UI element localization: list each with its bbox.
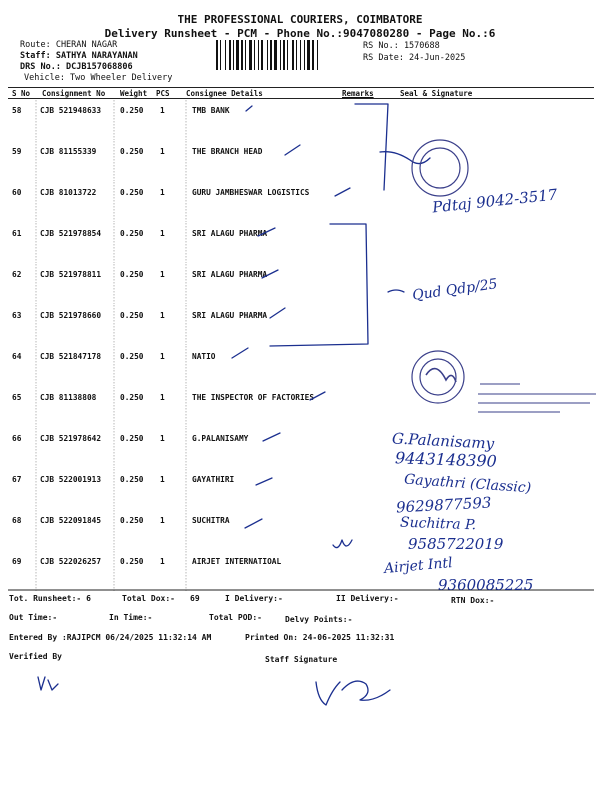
row-sno: 61 — [12, 229, 22, 238]
tick-mark — [333, 540, 352, 548]
row-sno: 64 — [12, 352, 22, 361]
verified-initials — [38, 677, 58, 690]
total-runsheet: Tot. Runsheet:- 6 — [9, 594, 91, 603]
tick-mark — [245, 519, 262, 528]
col-remarks: Remarks — [342, 89, 374, 98]
row-pcs: 1 — [160, 393, 165, 402]
row-consignment: CJB 521978660 — [40, 311, 102, 320]
i-delivery: I Delivery:- — [225, 594, 283, 603]
tick-mark — [246, 106, 252, 111]
col-consignee: Consignee Details — [186, 89, 263, 98]
row-consignee: THE BRANCH HEAD — [192, 147, 263, 156]
handwritten-phone-row-69: 9360085225 — [438, 576, 534, 594]
verified-by-label: Verified By — [9, 652, 62, 661]
handwritten-phone-row-68: 9585722019 — [408, 535, 504, 553]
rtn-dox: RTN Dox:- — [451, 596, 495, 605]
row-pcs: 1 — [160, 188, 165, 197]
staff-text: Staff: SATHYA NARAYANAN — [20, 51, 138, 61]
row-consignment: CJB 522091845 — [40, 516, 102, 525]
row-weight: 0.250 — [120, 106, 144, 115]
tick-mark — [335, 188, 350, 196]
row-pcs: 1 — [160, 229, 165, 238]
tick-mark — [258, 228, 275, 236]
row-sno: 62 — [12, 270, 22, 279]
row-pcs: 1 — [160, 557, 165, 566]
col-pcs: PCS — [156, 89, 170, 98]
row-pcs: 1 — [160, 352, 165, 361]
row-consignee: AIRJET INTERNATIOAL — [192, 557, 282, 566]
handwritten-name-row-66: G.Palanisamy — [391, 429, 495, 453]
row-pcs: 1 — [160, 147, 165, 156]
bracket-mark — [355, 104, 388, 190]
row-consignee: SRI ALAGU PHARMA — [192, 311, 268, 320]
entered-by: Entered By :RAJIPCM 06/24/2025 11:32:14 AM — [9, 633, 212, 642]
row-consignment: CJB 521948633 — [40, 106, 102, 115]
row-consignee: NATIO — [192, 352, 216, 361]
route-text: Route: CHERAN NAGAR — [20, 40, 118, 50]
row-consignee: TMB BANK — [192, 106, 230, 115]
row-weight: 0.250 — [120, 147, 144, 156]
row-sno: 58 — [12, 106, 22, 115]
row-consignee: G.PALANISAMY — [192, 434, 249, 443]
total-pod: Total POD:- — [209, 613, 262, 622]
row-weight: 0.250 — [120, 229, 144, 238]
row-consignee: SUCHITRA — [192, 516, 230, 525]
row-pcs: 1 — [160, 270, 165, 279]
tick-mark — [263, 433, 280, 441]
in-time: In Time:- — [109, 613, 153, 622]
row-sno: 59 — [12, 147, 22, 156]
row-sno: 66 — [12, 434, 22, 443]
handwritten-name-row-68: Suchitra P. — [399, 514, 477, 534]
handwritten-name-row-67: Gayathri (Classic) — [403, 471, 532, 497]
staff-signature-label: Staff Signature — [265, 655, 338, 664]
row-weight: 0.250 — [120, 311, 144, 320]
tick-mark — [270, 308, 285, 318]
total-dox-label: Total Dox:- — [122, 594, 175, 603]
row-consignment: CJB 521978811 — [40, 270, 102, 279]
row-consignment: CJB 521978642 — [40, 434, 102, 443]
row-consignee: SRI ALAGU PHARMA — [192, 270, 268, 279]
signature-row-60: Pdtaj 9042-3517 — [431, 185, 559, 217]
col-sno: S No — [12, 89, 31, 98]
row-weight: 0.250 — [120, 188, 144, 197]
company-title: THE PROFESSIONAL COURIERS, COIMBATORE — [177, 13, 423, 26]
total-dox-value: 69 — [190, 594, 200, 603]
rectangular-stamp — [478, 384, 596, 412]
row-pcs: 1 — [160, 311, 165, 320]
row-consignee: GAYATHIRI — [192, 475, 235, 484]
drs-number: DRS No.: DCJB157068806 — [20, 62, 133, 72]
row-weight: 0.250 — [120, 393, 144, 402]
tick-mark — [285, 145, 300, 155]
row-pcs: 1 — [160, 434, 165, 443]
row-consignment: CJB 81013722 — [40, 188, 97, 197]
staff-signature-mark — [316, 681, 390, 705]
row-consignee: THE INSPECTOR OF FACTORIES — [192, 393, 315, 402]
row-consignment: CJB 81138808 — [40, 393, 97, 402]
col-seal-signature: Seal & Signature — [400, 89, 473, 98]
row-consignment: CJB 521847178 — [40, 352, 102, 361]
tick-mark — [232, 348, 248, 358]
tick-mark — [256, 478, 272, 485]
vehicle-text: Vehicle: Two Wheeler Delivery — [24, 73, 173, 83]
ii-delivery: II Delivery:- — [336, 594, 399, 603]
printed-on: Printed On: 24-06-2025 11:32:31 — [245, 633, 395, 642]
row-sno: 68 — [12, 516, 22, 525]
rs-date: RS Date: 24-Jun-2025 — [363, 53, 466, 63]
runsheet-subtitle: Delivery Runsheet - PCM - Phone No.:9047080280 - Page No.:6 — [104, 27, 496, 40]
handwritten-name-row-69: Airjet Intl — [383, 555, 454, 577]
row-sno: 67 — [12, 475, 22, 484]
row-weight: 0.250 — [120, 434, 144, 443]
rs-number: RS No.: 1570688 — [363, 41, 440, 51]
bracket-mark — [270, 224, 368, 346]
col-consignment: Consignment No — [42, 89, 106, 98]
delvy-points: Delvy Points:- — [285, 615, 353, 624]
col-weight: Weight — [120, 89, 148, 98]
row-pcs: 1 — [160, 106, 165, 115]
tick-mark — [262, 270, 278, 278]
signature-row-62: Qud Qdp/25 — [411, 276, 499, 304]
row-weight: 0.250 — [120, 557, 144, 566]
row-consignment: CJB 81155339 — [40, 147, 97, 156]
handwritten-phone-row-66: 9443148390 — [394, 448, 498, 471]
row-pcs: 1 — [160, 475, 165, 484]
row-consignment: CJB 521978854 — [40, 229, 102, 238]
row-consignee: GURU JAMBHESWAR LOGISTICS — [192, 188, 310, 197]
row-weight: 0.250 — [120, 516, 144, 525]
row-consignment: CJB 522026257 — [40, 557, 102, 566]
row-consignment: CJB 522001913 — [40, 475, 102, 484]
row-sno: 60 — [12, 188, 22, 197]
row-sno: 65 — [12, 393, 22, 402]
scribble-mark — [388, 290, 404, 292]
row-weight: 0.250 — [120, 475, 144, 484]
row-weight: 0.250 — [120, 352, 144, 361]
row-consignee: SRI ALAGU PHARMA — [192, 229, 268, 238]
row-weight: 0.250 — [120, 270, 144, 279]
row-pcs: 1 — [160, 516, 165, 525]
row-sno: 63 — [12, 311, 22, 320]
out-time: Out Time:- — [9, 613, 58, 622]
handwritten-phone-row-67: 9629877593 — [395, 493, 492, 517]
row-sno: 69 — [12, 557, 22, 566]
tick-mark — [310, 392, 325, 400]
